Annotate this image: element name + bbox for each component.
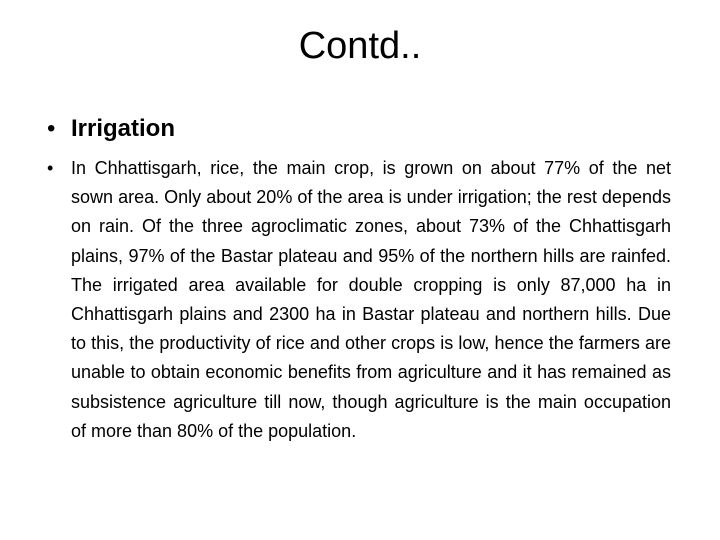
- section-heading: Irrigation: [71, 115, 176, 142]
- body-paragraph: In Chhattisgarh, rice, the main crop, is grown on about 77% of the net sown area. Only about 20% of the area is under irrigation; the rest depends on rain. Of the three agroclimatic zones, about 73% of the Chhattisgarh plains, 97% of the Bastar plateau and 95% of the northern hills are rainfed. The irrigated area available for double cropping is only 87,000 ha in Chhattisgarh plains and 2300 ha in Bastar plateau and northern hills. Due to this, the productivity of rice and other crops is low, hence the farmers are unable to obtain economic benefits from agriculture and it has remained as subsistence agriculture till now, though agriculture is the main occupation of more than 80% of the population.: [71, 158, 671, 441]
- bullet-paragraph: [47, 154, 671, 446]
- bullet-heading: [47, 110, 175, 148]
- bullet-marker: •: [47, 115, 56, 142]
- slide-title: Contd..: [298, 25, 422, 67]
- bullet-marker: •: [47, 158, 54, 178]
